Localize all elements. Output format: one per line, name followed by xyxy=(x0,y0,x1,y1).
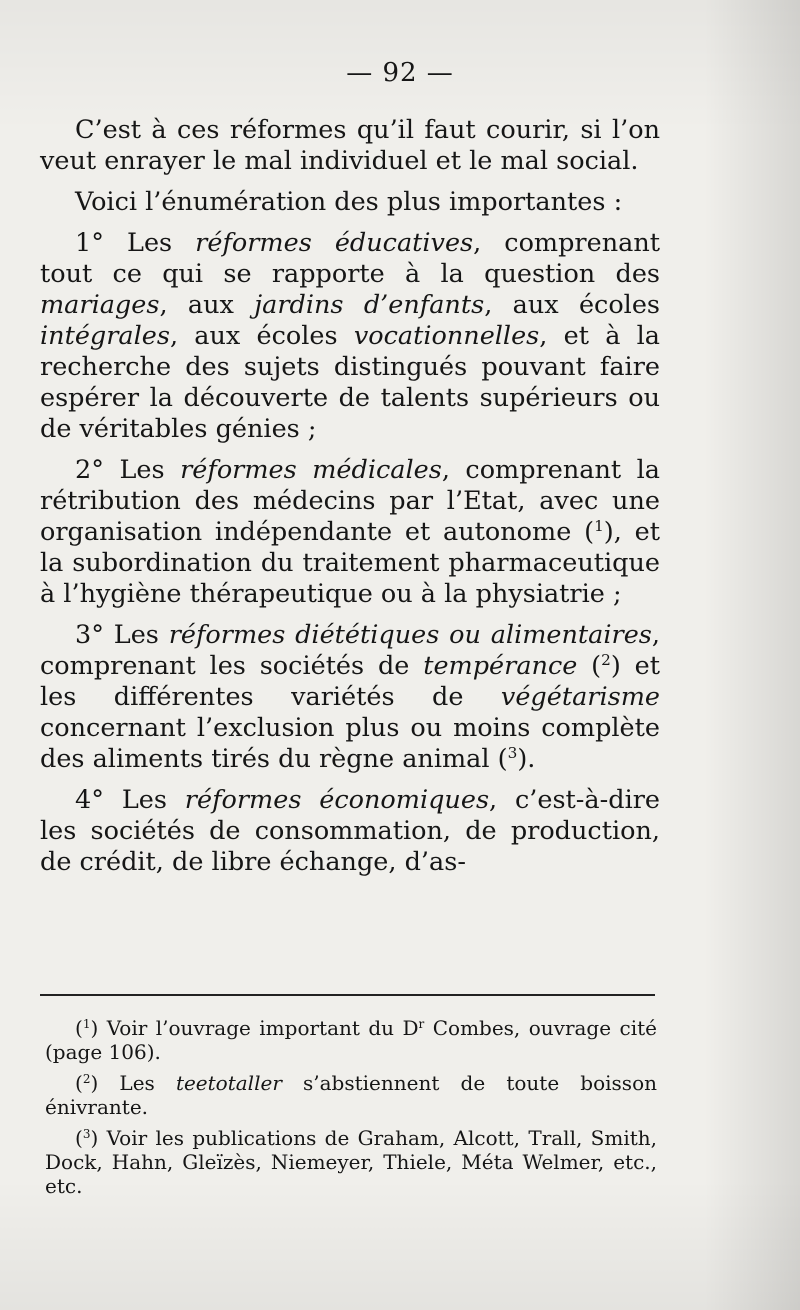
footnote-mark: 3 xyxy=(82,1126,91,1141)
term-medical-reforms: réformes médicales xyxy=(180,455,442,485)
text-segment: , et à la recherche des sujets distingués pouvant faire espérer la découverte de talents supérieurs ou de véritables génies ; xyxy=(40,321,660,444)
term-kindergartens: jardins d’enfants xyxy=(254,290,485,320)
text-segment: , aux écoles xyxy=(169,321,354,351)
term-dietary-reforms: réformes diététiques ou alimentaires xyxy=(168,620,652,650)
footnote-divider xyxy=(40,994,655,996)
paragraph-economic-reforms xyxy=(40,785,660,878)
term-teetotaller: teetotaller xyxy=(175,1071,282,1095)
paragraph-dietary-reforms xyxy=(40,620,660,775)
paragraph-2: Voici l’énumération des plus importantes : xyxy=(75,187,623,217)
text-segment: , aux écoles xyxy=(484,290,661,320)
footnotes xyxy=(45,1016,657,1205)
term-temperance: tempérance xyxy=(423,651,578,681)
term-integral: intégrales xyxy=(40,321,170,351)
page-number: — 92 — xyxy=(346,58,454,88)
item-number: 4° Les xyxy=(75,785,185,815)
footnote-text: Voir les publications de Graham, Alcott, Trall, Smith, Dock, Hahn, Gleïzès, Niemeyer, Thiele, Méta Welmer, etc., etc. xyxy=(45,1126,657,1198)
text-segment: ( xyxy=(577,651,602,681)
text-segment: , comprenant tout ce qui se rapporte à la question des xyxy=(40,228,660,289)
term-vegetarianism: végétarisme xyxy=(500,682,660,712)
text-segment: , c’est-à-dire les sociétés de consommation, de production, de crédit, de libre échange, d’as- xyxy=(40,785,660,877)
text-segment: ). xyxy=(517,744,536,774)
footnote-ref-2: 2 xyxy=(601,650,611,669)
paragraph-medical-reforms xyxy=(40,455,660,610)
paragraph-educational-reforms xyxy=(40,228,660,445)
text-segment: concernant l’exclusion plus ou moins complète des aliments tirés du règne animal ( xyxy=(40,713,660,774)
text-segment: ), et la subordination du traitement pharmaceutique à l’hygiène thérapeutique ou à la physiatrie ; xyxy=(40,517,661,609)
footnote-3: ($^3$) Voir les publications de Graham, Alcott, Trall, Smith, Dock, Hahn, Gleïzès, Niemeyer, Thiele, Méta Welmer, etc., etc. xyxy=(45,1126,657,1198)
term-marriages: mariages xyxy=(40,290,160,320)
text-segment: , comprenant les sociétés de xyxy=(40,620,661,681)
footnote-1: ($^1$) Voir l’ouvrage important du $D^r$ Combes, ouvrage cité (page 106). xyxy=(45,1016,657,1064)
body-text xyxy=(40,115,660,888)
term-vocational: vocationnelles xyxy=(353,321,540,351)
item-number: 2° Les xyxy=(75,455,181,485)
item-number: 1° Les xyxy=(75,228,196,258)
footnote-2: ($^2$) Les teetotaller s’abstiennent de toute boisson énivrante. xyxy=(45,1071,657,1119)
item-number: 3° Les xyxy=(75,620,169,650)
text-segment: , comprenant la rétribution des médecins par l’Etat, avec une organisation indépendante et autonome ( xyxy=(40,455,661,547)
footnote-superscript: r xyxy=(418,1016,425,1031)
text-segment: ) et les différentes variétés de xyxy=(40,651,660,712)
paragraph-1: C’est à ces réformes qu’il faut courir, si l’on veut enrayer le mal individuel et le mal social. xyxy=(40,115,660,176)
footnote-ref-1: 1 xyxy=(594,516,604,535)
footnote-text: Voir l’ouvrage important du D xyxy=(106,1016,419,1040)
footnote-text: s’abstiennent de toute boisson énivrante. xyxy=(45,1071,657,1119)
footnote-ref-3: 3 xyxy=(507,743,518,762)
footnote-text: Les xyxy=(119,1071,176,1095)
term-economic-reforms: réformes économiques xyxy=(184,785,490,815)
term-educational-reforms: réformes éducatives xyxy=(195,228,474,258)
footnote-text: Combes, ouvrage cité (page 106). xyxy=(45,1016,657,1064)
footnote-mark: 2 xyxy=(82,1071,91,1086)
text-segment: , aux xyxy=(159,290,255,320)
footnote-mark: 1 xyxy=(82,1016,91,1031)
